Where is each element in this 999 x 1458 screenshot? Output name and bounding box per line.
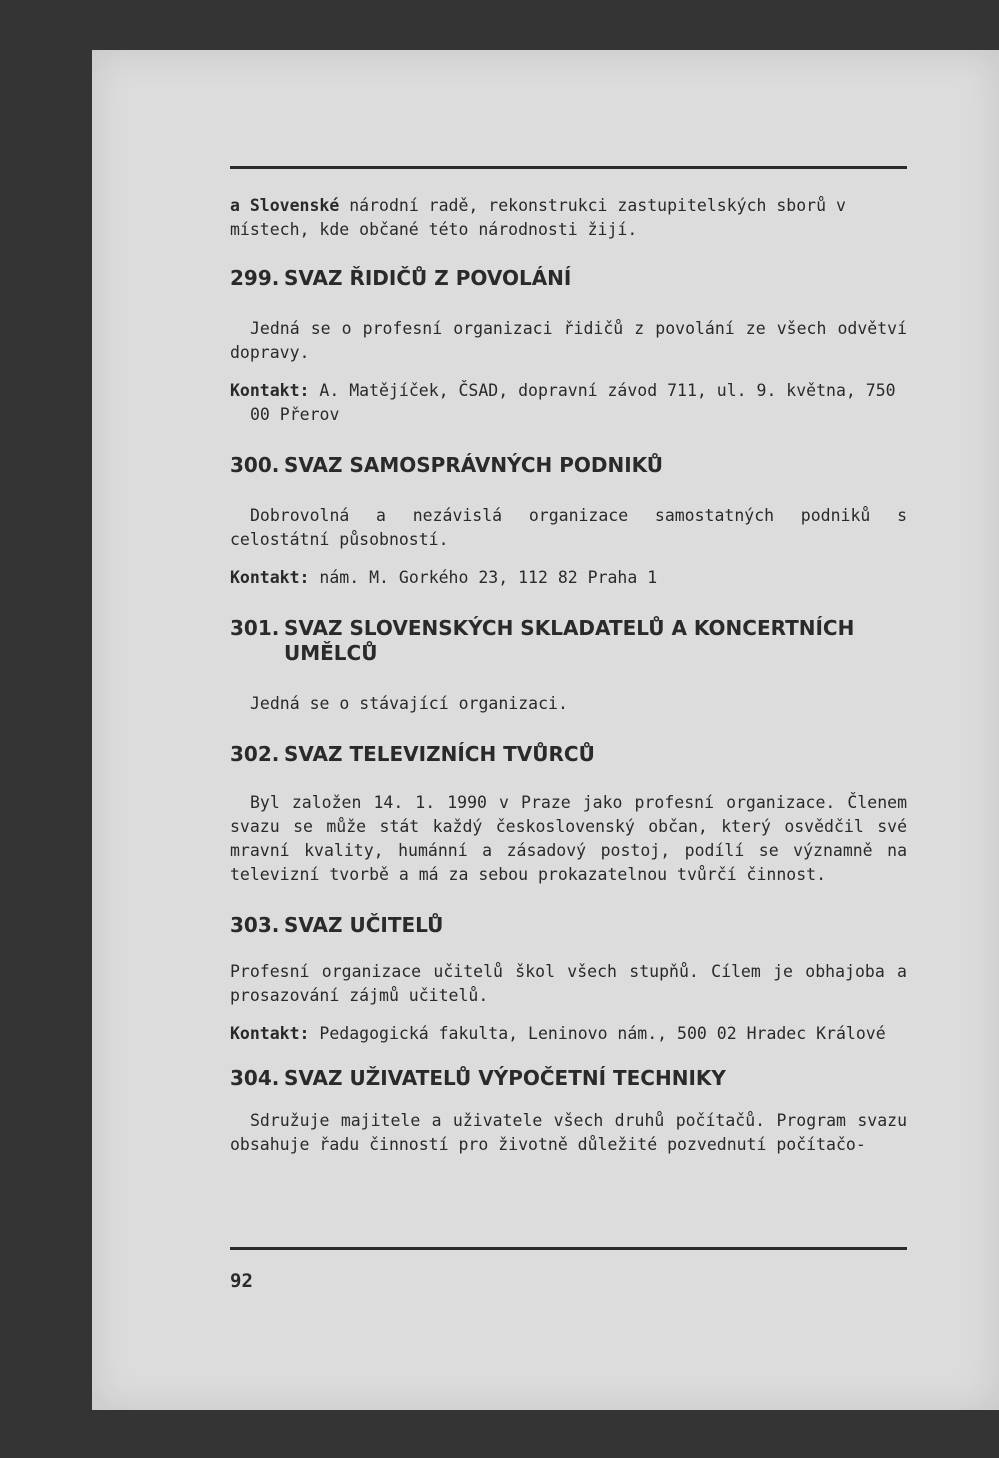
entry-heading xyxy=(230,1066,907,1091)
intro-text: národní radě, rekonstrukci zastupitelských sborů v místech, kde občané této národnosti žijí. xyxy=(230,196,846,239)
entry-title: SVAZ UČITELŮ xyxy=(284,913,444,937)
contact-label: Kontakt: xyxy=(230,1024,310,1043)
page-content xyxy=(230,194,907,1157)
entry-number: 300. xyxy=(230,453,280,477)
entry-description: Byl založen 14. 1. 1990 v Praze jako profesní organizace. Členem svazu se může stát každý československý občan, který osvědčil své mravní kvality, humánní a zásadový postoj, podílí se významně na televizní tvorbě a má za sebou prokazatelnou tvůrčí činnost. xyxy=(230,793,907,884)
entry-title: SVAZ SAMOSPRÁVNÝCH PODNIKŮ xyxy=(284,453,664,477)
entry-description: Jedná se o stávající organizaci. xyxy=(250,694,568,713)
bottom-rule xyxy=(230,1247,907,1250)
entry-description: Profesní organizace učitelů škol všech stupňů. Cílem je obhajoba a prosazování zájmů učitelů. xyxy=(230,962,907,1005)
entry-heading xyxy=(230,742,907,767)
top-rule xyxy=(230,166,907,169)
entry-number: 303. xyxy=(230,913,280,937)
entry-heading xyxy=(230,266,907,291)
entry-heading xyxy=(230,453,907,478)
entry-number: 301. xyxy=(230,616,280,640)
contact-label: Kontakt: xyxy=(230,568,310,587)
intro-paragraph xyxy=(230,194,907,242)
contact-text: Pedagogická fakulta, Leninovo nám., 500 02 Hradec Králové xyxy=(309,1024,886,1043)
page-number: 92 xyxy=(230,1270,253,1292)
entry-title: SVAZ TELEVIZNÍCH TVŮRCŮ xyxy=(284,742,595,766)
entry-title: SVAZ ŘIDIČŮ Z POVOLÁNÍ xyxy=(284,266,572,290)
entry-number: 299. xyxy=(230,266,280,290)
contact-text: nám. M. Gorkého 23, 112 82 Praha 1 xyxy=(309,568,658,587)
entry-title: SVAZ SLOVENSKÝCH SKLADATELŮ A KONCERTNÍCH UMĚLCŮ xyxy=(284,616,855,665)
entry-description: Jedná se o profesní organizaci řidičů z povolání ze všech odvětví dopravy. xyxy=(230,319,907,362)
entry-title: SVAZ UŽIVATELŮ VÝPOČETNÍ TECHNIKY xyxy=(284,1066,726,1090)
entry-number: 302. xyxy=(230,742,280,766)
contact-label: Kontakt: xyxy=(230,381,310,400)
entry-heading xyxy=(230,913,907,938)
entry-description: Dobrovolná a nezávislá organizace samostatných podniků s celostátní působností. xyxy=(230,506,907,549)
intro-lead: a Slovenské xyxy=(230,196,340,215)
entry-contact xyxy=(230,379,907,427)
entry-contact xyxy=(230,566,907,590)
entry-number: 304. xyxy=(230,1066,280,1090)
contact-text: A. Matějíček, ČSAD, dopravní závod 711, ul. 9. května, 750 00 Přerov xyxy=(250,381,896,424)
entry-contact xyxy=(230,1022,907,1046)
entry-heading xyxy=(230,616,907,666)
entry-description: Sdružuje majitele a uživatele všech druhů počítačů. Program svazu obsahuje řadu činností pro životně důležité pozvednutí počítačo- xyxy=(230,1111,907,1154)
